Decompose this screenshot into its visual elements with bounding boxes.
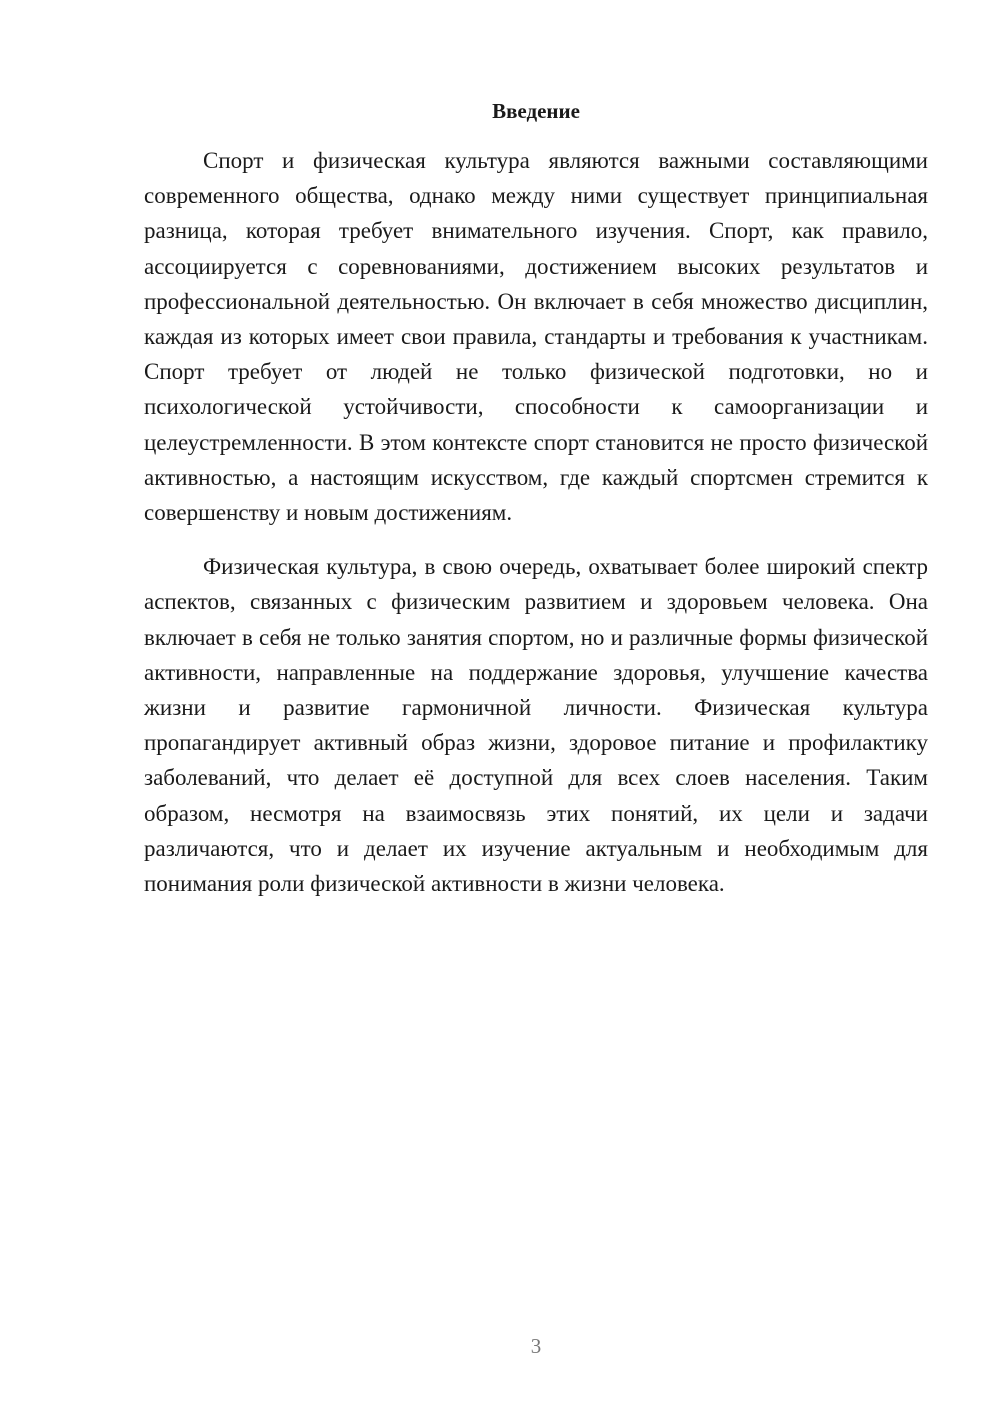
paragraph-2: Физическая культура, в свою очередь, охватывает более широкий спектр аспектов, связанных с физическим развитием и здоровьем человека. Она включает в себя не только занятия спортом, но и различные формы физической активности, направленные на поддержание здоровья, улучшение качества жизни и развитие гармоничной личности. Физическая культура пропагандирует активный образ жизни, здоровое питание и профилактику заболеваний, что делает её доступной для всех слоев населения. Таким образом, несмотря на взаимосвязь этих понятий, их цели и задачи различаются, что и делает их изучение актуальным и необходимым для понимания роли физической активности в жизни человека. <box>144 554 928 897</box>
body-text <box>144 143 928 901</box>
page-number: 3 <box>530 1334 542 1358</box>
section-heading: Введение <box>492 99 580 123</box>
paragraph-1: Спорт и физическая культура являются важными составляющими современного общества, однако между ними существует принципиальная разница, которая требует внимательного изучения. Спорт, как правило, ассоциируется с соревнованиями, достижением высоких результатов и профессиональной деятельностью. Он включает в себя множество дисциплин, каждая из которых имеет свои правила, стандарты и требования к участникам. Спорт требует от людей не только физической подготовки, но и психологической устойчивости, способности к самоорганизации и целеустремленности. В этом контексте спорт становится не просто физической активностью, а настоящим искусством, где каждый спортсмен стремится к совершенству и новым достижениям. <box>144 148 928 526</box>
